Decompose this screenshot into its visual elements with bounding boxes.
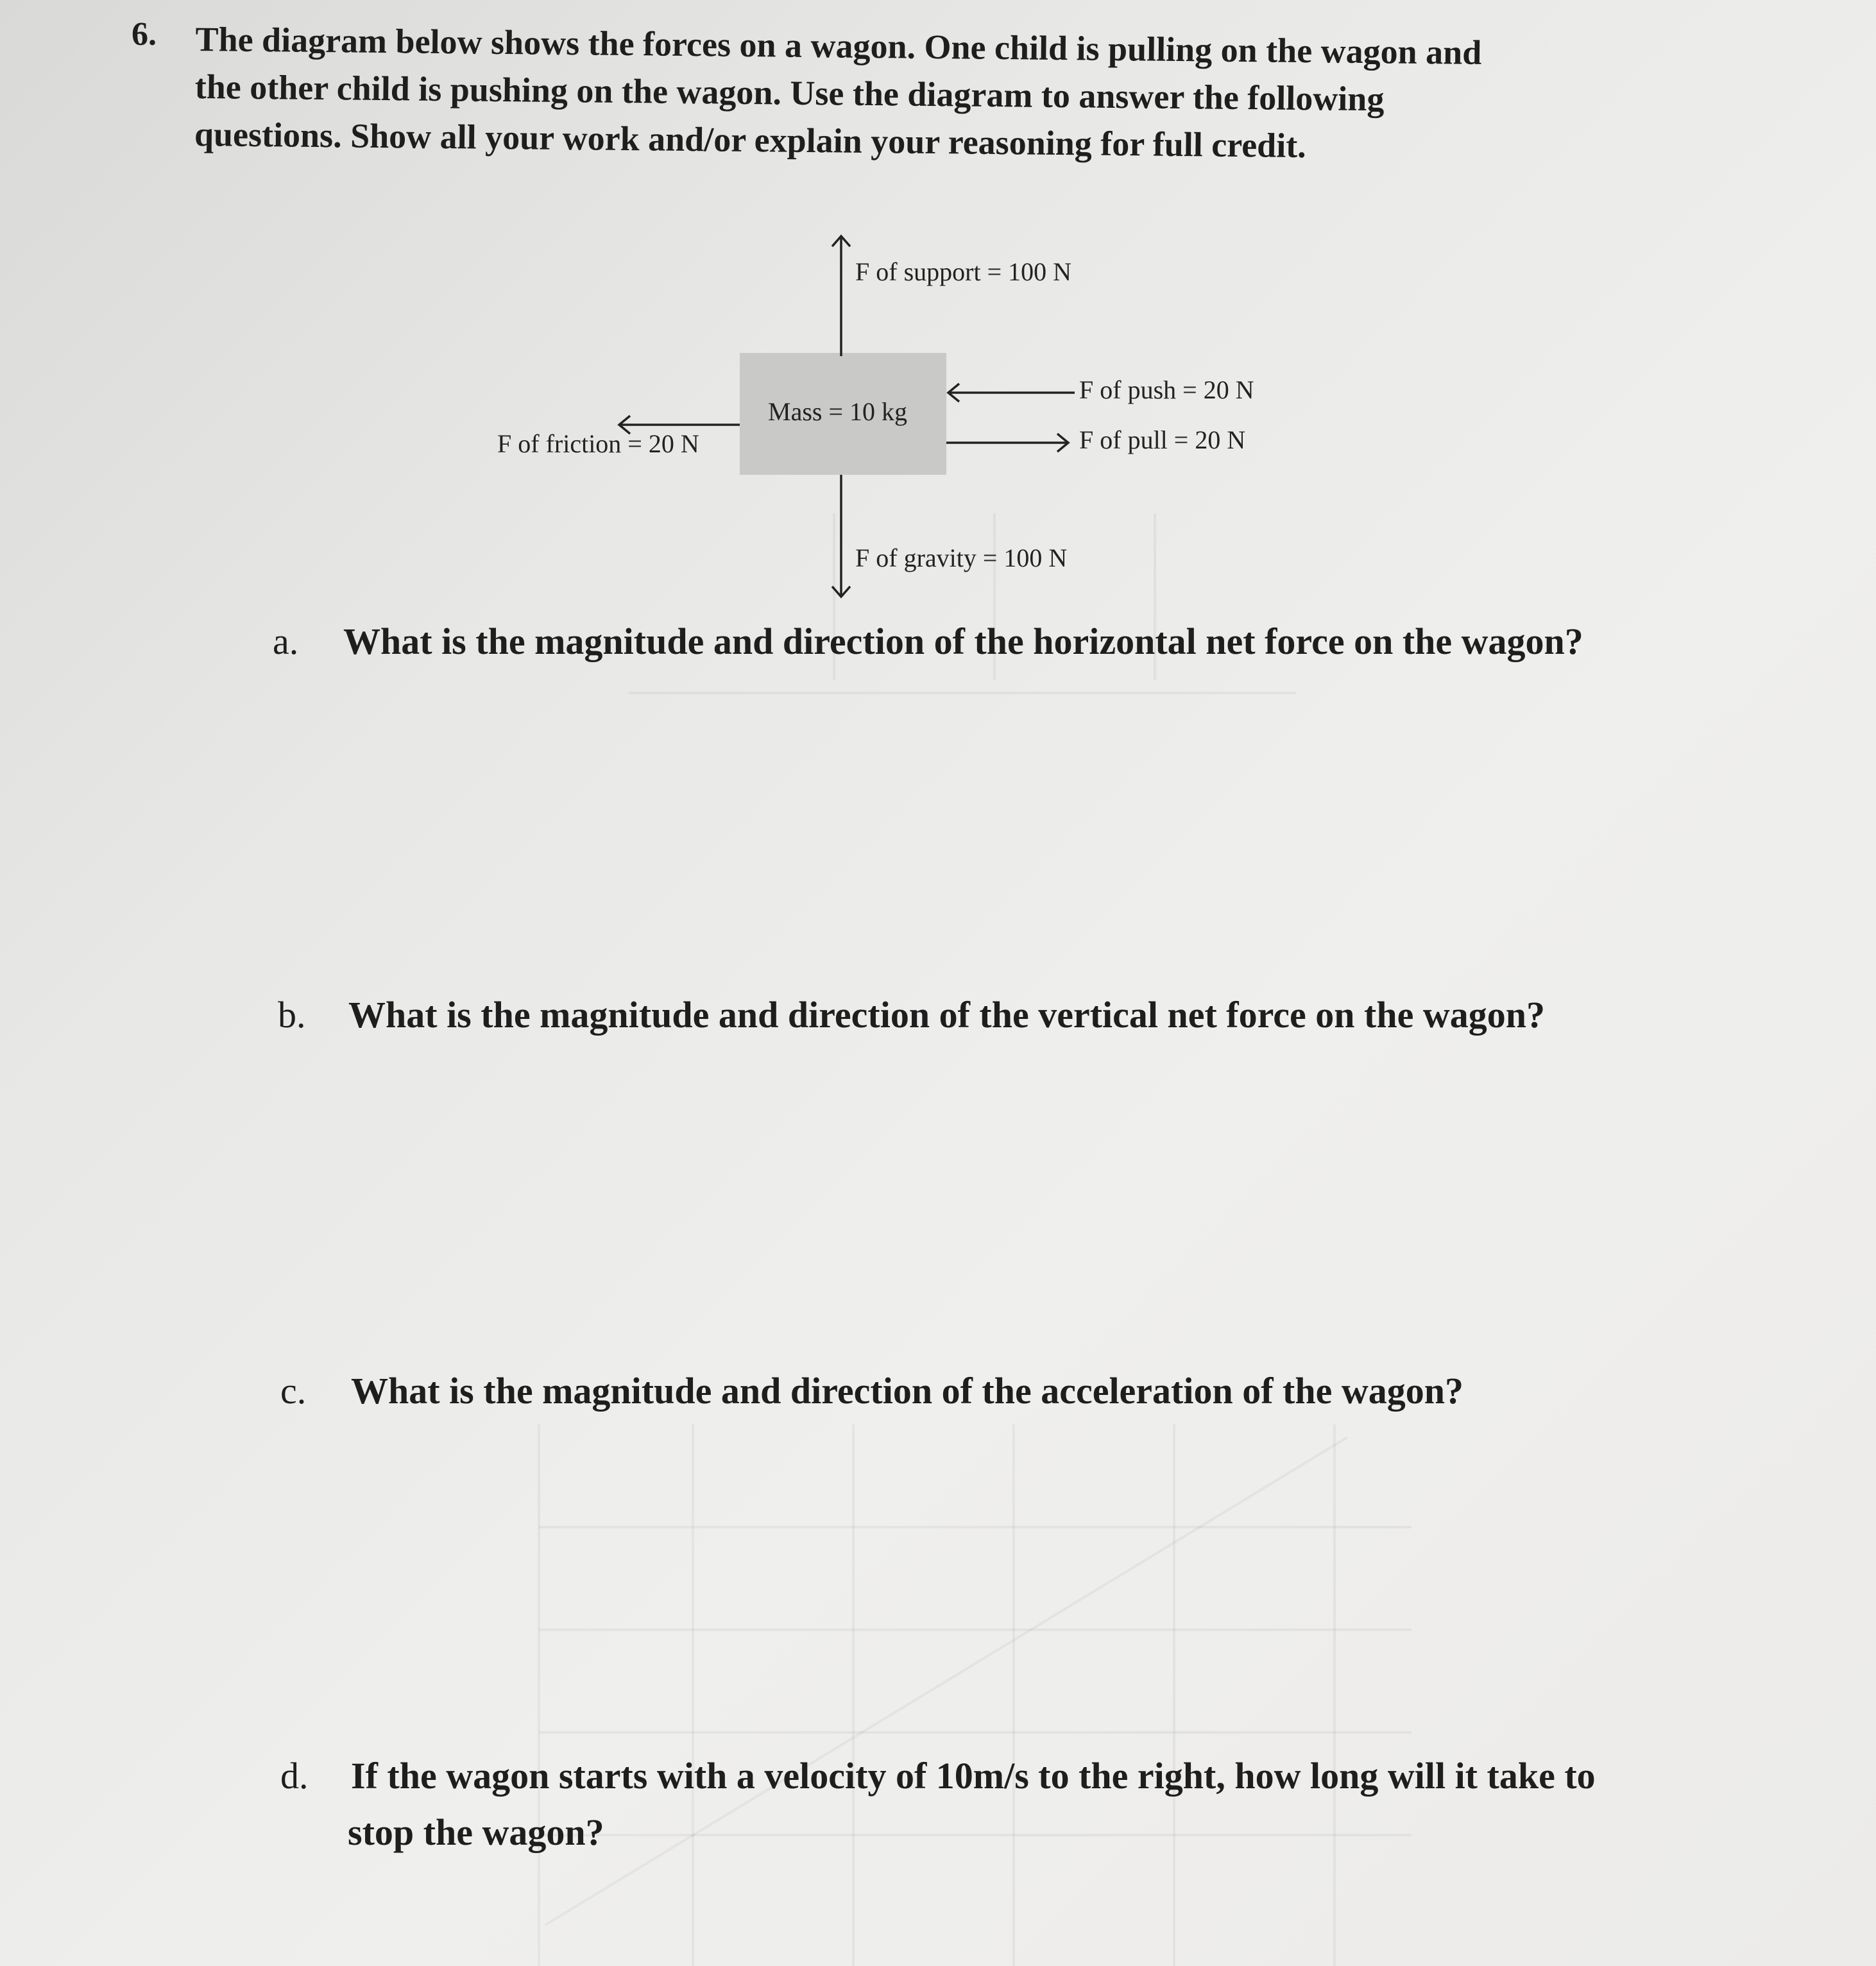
mass-label: Mass = 10 kg: [768, 397, 908, 426]
question-letter: b.: [278, 994, 306, 1036]
question-letter: d.: [280, 1755, 309, 1797]
gravity-force-label: F of gravity = 100 N: [855, 543, 1068, 572]
question-d: [280, 1754, 1596, 1797]
question-a: [273, 620, 1583, 663]
intro-line: The diagram below shows the forces on a wagon. One child is pulling on the wagon and: [195, 19, 1482, 72]
question-number: 6.: [132, 16, 157, 53]
friction-force-label: F of friction = 20 N: [497, 429, 699, 458]
question-c: [280, 1369, 1463, 1412]
question-text: What is the magnitude and direction of the horizontal net force on the wagon?: [343, 620, 1583, 662]
pull-force-label: F of pull = 20 N: [1079, 425, 1246, 454]
push-force-label: F of push = 20 N: [1079, 375, 1254, 404]
question-text: If the wagon starts with a velocity of 10m/s to the right, how long will it take to: [351, 1755, 1596, 1797]
support-force-label: F of support = 100 N: [855, 257, 1072, 286]
intro-line: questions. Show all your work and/or explain your reasoning for full credit.: [194, 114, 1307, 166]
question-d-continuation: stop the wagon?: [348, 1811, 604, 1853]
question-letter: a.: [273, 620, 299, 662]
intro-line: the other child is pushing on the wagon. Use the diagram to answer the following: [194, 67, 1385, 119]
free-body-diagram: [488, 225, 1309, 610]
question-text: What is the magnitude and direction of the vertical net force on the wagon?: [348, 994, 1546, 1036]
question-intro: [194, 15, 1684, 173]
question-b: [278, 993, 1545, 1036]
question-letter: c.: [280, 1370, 307, 1412]
question-text: What is the magnitude and direction of the acceleration of the wagon?: [351, 1370, 1463, 1412]
